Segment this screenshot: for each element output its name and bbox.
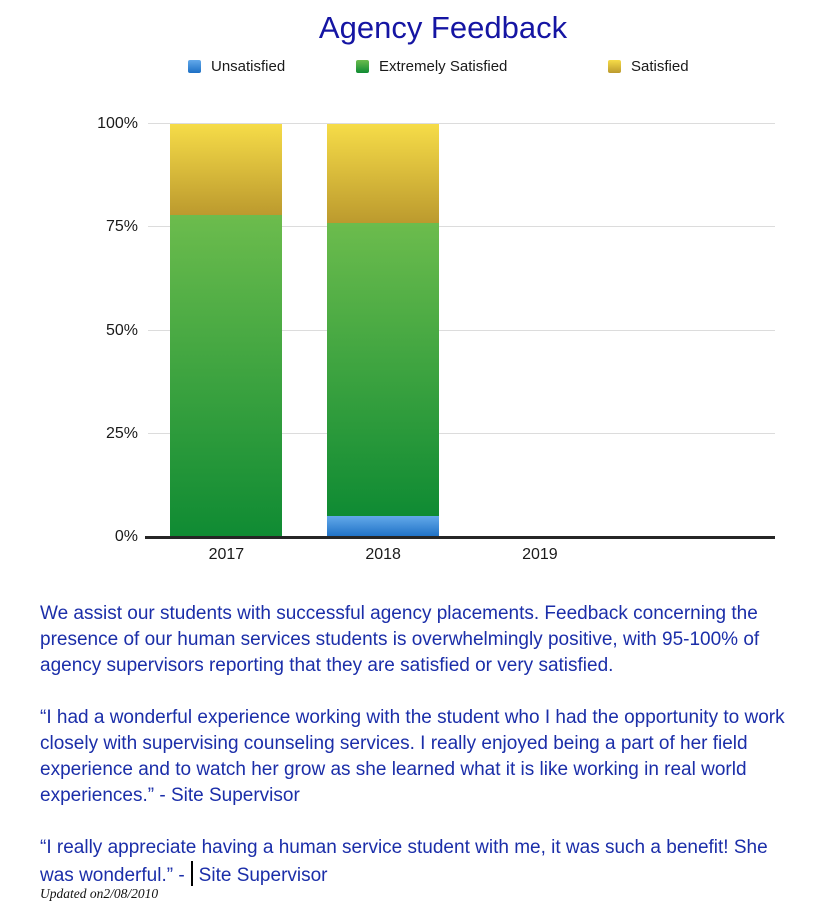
y-axis-tick-label: 25%	[105, 424, 138, 442]
bar-segment-satisfied-2017	[170, 124, 282, 215]
legend-item-unsatisfied	[188, 58, 285, 75]
x-axis-label-2017: 2017	[208, 546, 245, 563]
x-axis-label-2018: 2018	[365, 546, 401, 563]
paragraph-intro[interactable]: We assist our students with successful agency placements. Feedback concerning the presence of our human services students is overwhelmingly positive, with 95-100% of agency supervisors reporting that they are satisfied or very satisfied.	[40, 603, 760, 676]
legend-label: Satisfied	[631, 58, 689, 75]
quote-2-attribution: Site Supervisor	[198, 865, 328, 886]
chart-legend	[0, 58, 836, 80]
legend-swatch-icon	[608, 60, 621, 73]
updated-date: Updated on2/08/2010	[40, 886, 159, 901]
chart-title: Agency Feedback	[318, 10, 568, 45]
bar-segment-satisfied-2018	[327, 124, 439, 223]
y-axis-tick-label: 100%	[97, 115, 138, 132]
description-text	[40, 601, 806, 915]
x-axis-line	[145, 536, 775, 539]
y-axis-tick-label: 75%	[105, 218, 138, 236]
paragraph-quote-1[interactable]: “I had a wonderful experience working with the student who I had the opportunity to work closely with supervising counseling services. I really enjoyed being a part of her field experience and to watch her grow as she learned what it is like working in real world experiences.” - Site Supervisor	[40, 707, 785, 806]
legend-label: Extremely Satisfied	[379, 58, 508, 75]
x-axis-label-2019: 2019	[522, 546, 558, 563]
stacked-bar-chart	[97, 115, 775, 563]
quote-2-text: “I really appreciate having a human service student with me, it was such a benefit! She was wonderful.” -	[40, 837, 768, 886]
bar-segment-unsatisfied-2018	[327, 516, 439, 537]
y-axis-tick-label: 0%	[114, 528, 138, 545]
paragraph-quote-2[interactable]	[40, 835, 806, 889]
text-cursor	[191, 861, 193, 886]
legend-item-satisfied	[608, 58, 689, 75]
bar-segment-extremely-satisfied-2017	[170, 215, 282, 537]
legend-swatch-icon	[188, 60, 201, 73]
legend-swatch-icon	[356, 60, 369, 73]
legend-item-extremely-satisfied	[356, 58, 507, 75]
y-axis-tick-label: 50%	[105, 321, 138, 339]
bar-segment-extremely-satisfied-2018	[327, 223, 439, 516]
legend-label: Unsatisfied	[211, 58, 286, 75]
